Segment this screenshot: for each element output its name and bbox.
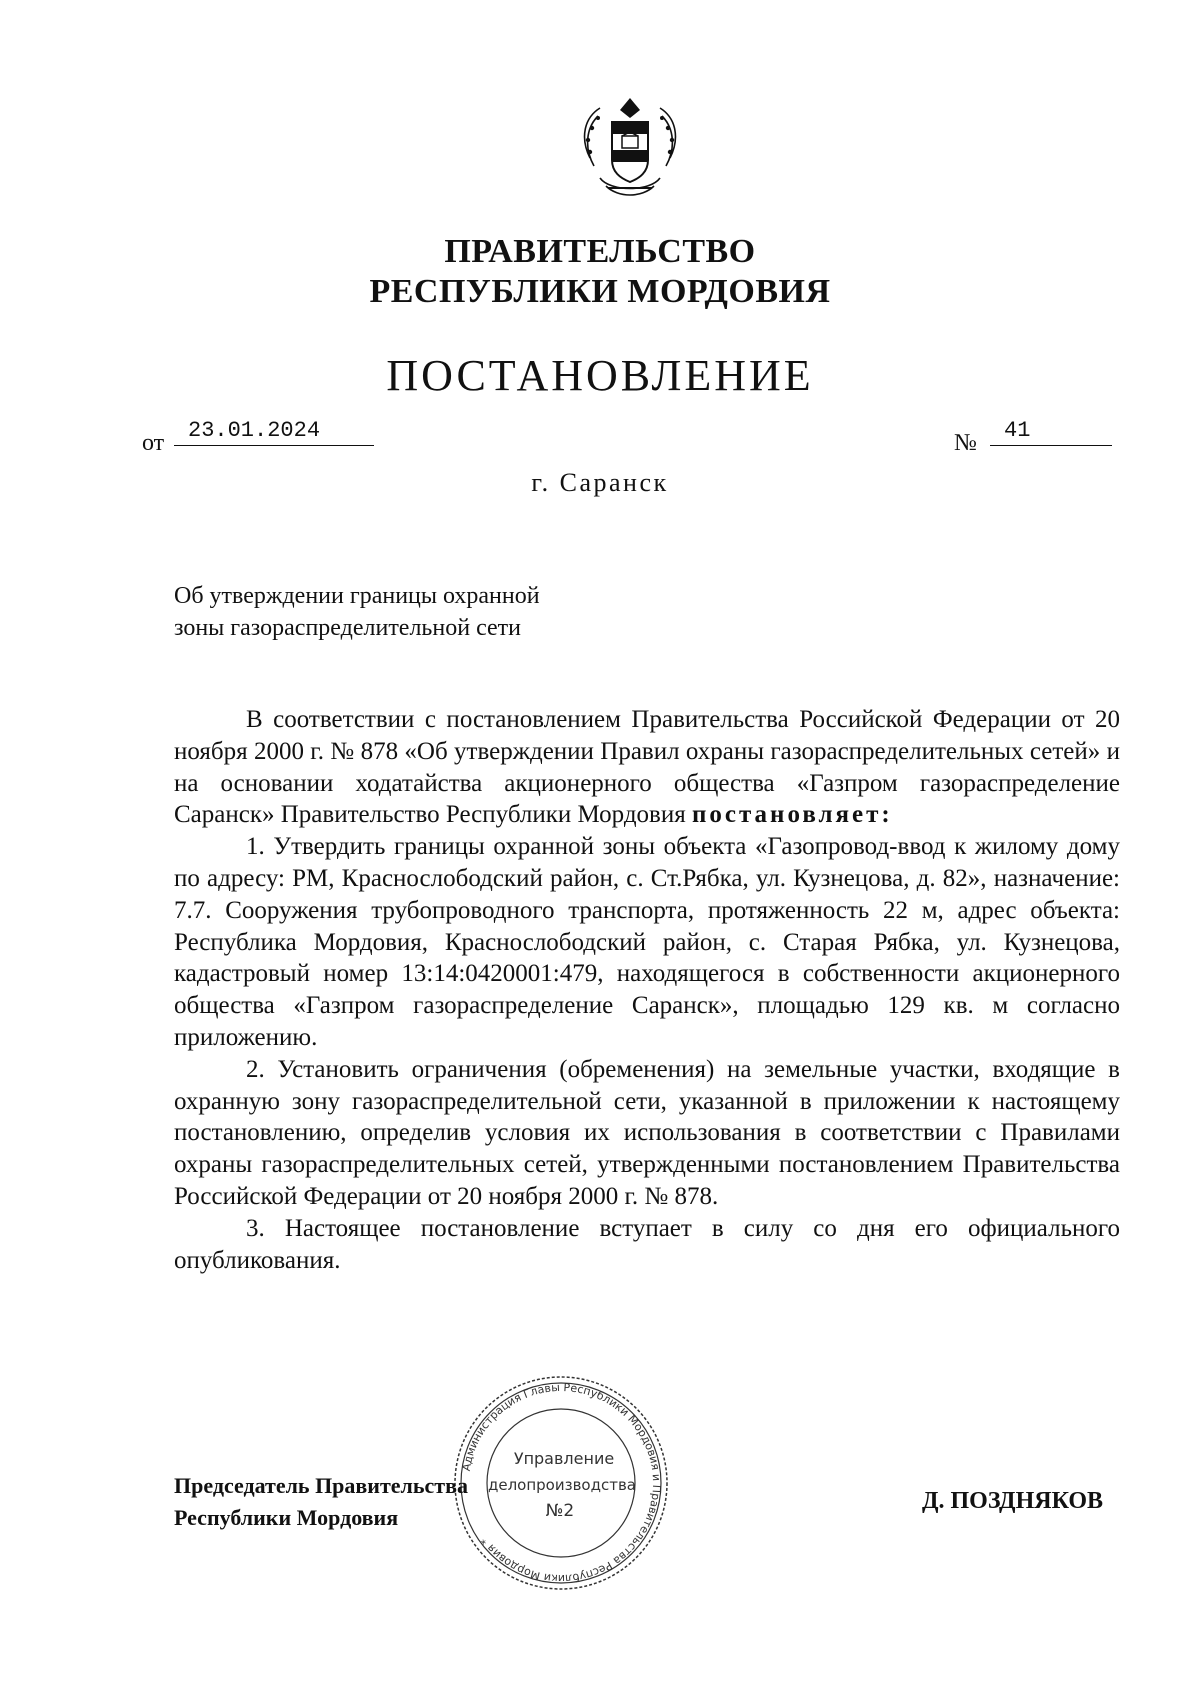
stamp-outer-text: Администрация Главы Республики Мордовия и Правительства Республики Мордовия * [459, 1380, 664, 1586]
city: г. Саранск [531, 468, 669, 497]
subject-line2: зоны газораспределительной сети [174, 615, 521, 641]
government-name [0, 232, 1200, 312]
stamp-center-line1: Управление [513, 1449, 615, 1468]
decree-word: постановляет: [691, 801, 893, 829]
signatory-name: Д. ПОЗДНЯКОВ [922, 1488, 1104, 1514]
government-name-line1: ПРАВИТЕЛЬСТВО [444, 233, 756, 270]
stamp-center-line2: делопроизводства [487, 1476, 637, 1494]
signatory-position-line2: Республики Мордовия [174, 1505, 399, 1530]
coat-of-arms-icon [570, 88, 690, 208]
government-name-line2: РЕСПУБЛИКИ МОРДОВИЯ [369, 273, 831, 310]
date-prefix: от [142, 430, 165, 456]
official-stamp [450, 1372, 672, 1594]
signatory-position-line1: Председатель Правительства [174, 1473, 468, 1498]
preamble-paragraph [174, 704, 1120, 831]
subject-line1: Об утверждении границы охранной [174, 583, 540, 609]
stamp-center-line3: №2 [545, 1501, 575, 1521]
preamble-text: В соответствии с постановлением Правительства Российской Федерации от 20 ноября 2000 г. № 878 «Об утверждении Правил охраны газораспределительных сетей» и на основании ходатайства акционерного общества «Газпром газораспределение Саранск» Правительство Республики Мордовия [174, 706, 1120, 829]
item-3-paragraph: 3. Настоящее постановление вступает в силу со дня его официального опубликования. [174, 1214, 1120, 1274]
document-body [174, 704, 1120, 1276]
document-date: 23.01.2024 [174, 418, 374, 446]
document-subject [174, 580, 694, 644]
number-prefix: № [954, 430, 977, 456]
document-number: 41 [990, 418, 1112, 446]
signatory-position [174, 1470, 468, 1534]
item-2-paragraph: 2. Установить ограничения (обременения) на земельные участки, входящие в охранную зону газораспределительной сети, указанной в приложении к настоящему постановлению, определив условия их использования в соответствии с Правилами охраны газораспределительных сетей, утвержденными постановлением Правительства Российской Федерации от 20 ноября 2000 г. № 878. [174, 1055, 1120, 1210]
document-type: ПОСТАНОВЛЕНИЕ [386, 351, 814, 400]
item-1-paragraph: 1. Утвердить границы охранной зоны объекта «Газопровод-ввод к жилому дому по адресу: РМ, Краснослободский район, с. Ст.Рябка, ул. Кузнецова, д. 82», назначение: 7.7. Сооружения трубопроводного транспорта, протяженность 22 м, адрес объекта: Республика Мордовия, Краснослободский район, с. Старая Рябка, ул. Кузнецова, кадастровый номер 13:14:0420001:479, находящегося в собственности акционерного общества «Газпром газораспределение Саранск», площадью 129 кв. м согласно приложению. [174, 833, 1120, 1051]
